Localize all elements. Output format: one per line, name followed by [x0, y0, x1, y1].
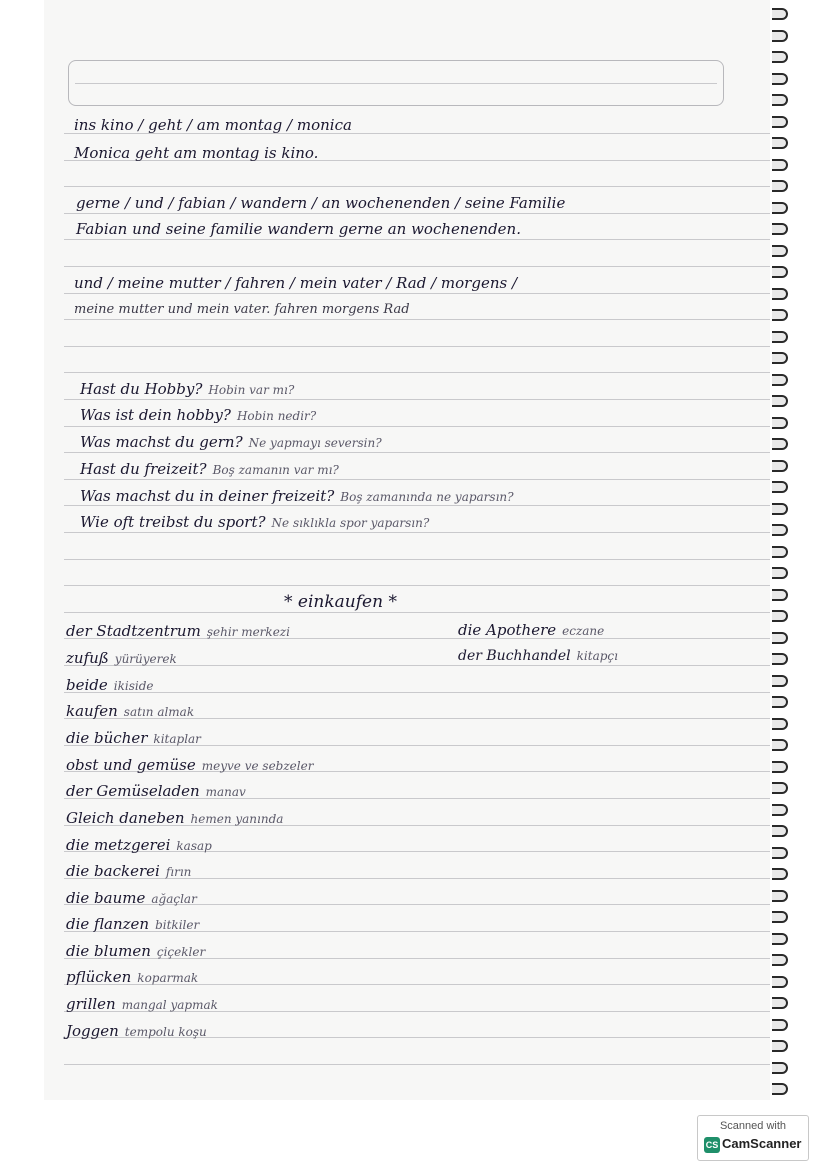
watermark-brand: CamScanner	[722, 1136, 802, 1151]
sentence-line: und / meine mutter / fahren / mein vater / Rad / morgens /	[74, 274, 518, 292]
sentence-line: gerne / und / fabian / wandern / an wochenenden / seine Familie	[76, 194, 566, 212]
ruled-line	[64, 532, 770, 533]
vocab-item: beide ikiside	[66, 676, 154, 694]
vocab-item: Gleich daneben hemen yanında	[66, 809, 284, 827]
spiral-coil	[772, 567, 788, 579]
spiral-coil	[772, 1083, 788, 1095]
spiral-coil	[772, 417, 788, 429]
notebook-page	[44, 0, 770, 1100]
question-line: Hast du freizeit? Boş zamanın var mı?	[80, 460, 339, 478]
ruled-line	[64, 585, 770, 586]
spiral-coil	[772, 245, 788, 257]
ruled-line	[64, 399, 770, 400]
ruled-line	[64, 426, 770, 427]
sentence-line: ins kino / geht / am montag / monica	[74, 116, 352, 134]
spiral-coil	[772, 374, 788, 386]
ruled-line	[64, 239, 770, 240]
spiral-coil	[772, 503, 788, 515]
spiral-coil	[772, 847, 788, 859]
spiral-coil	[772, 610, 788, 622]
spiral-coil	[772, 954, 788, 966]
vocab-item: obst und gemüse meyve ve sebzeler	[66, 756, 314, 774]
spiral-coil	[772, 696, 788, 708]
spiral-coil	[772, 116, 788, 128]
spiral-coil	[772, 1062, 788, 1074]
spiral-coil	[772, 94, 788, 106]
vocab-item: der Gemüseladen manav	[66, 782, 246, 800]
spiral-coil	[772, 1019, 788, 1031]
camscanner-logo-icon: CS	[704, 1137, 720, 1153]
spiral-coil	[772, 761, 788, 773]
vocab-item: die baume ağaçlar	[66, 889, 197, 907]
ruled-line	[64, 372, 770, 373]
vocab-item: der Buchhandel kitapçı	[458, 648, 618, 664]
vocab-item: kaufen satın almak	[66, 702, 195, 720]
spiral-coil	[772, 890, 788, 902]
ruled-line	[64, 186, 770, 187]
sentence-line: Fabian und seine familie wandern gerne an wochenenden.	[76, 220, 521, 238]
spiral-coil	[772, 395, 788, 407]
sentence-line: Monica geht am montag is kino.	[74, 144, 319, 162]
ruled-line	[64, 559, 770, 560]
spiral-coil	[772, 933, 788, 945]
spiral-coil	[772, 976, 788, 988]
vocab-item: pflücken koparmak	[66, 968, 199, 986]
spiral-coil	[772, 675, 788, 687]
spiral-coil	[772, 739, 788, 751]
spiral-coil	[772, 632, 788, 644]
spiral-coil	[772, 202, 788, 214]
ruled-line	[64, 213, 770, 214]
spiral-coil	[772, 288, 788, 300]
ruled-line	[64, 1064, 770, 1065]
watermark-caption: Scanned with	[719, 1120, 787, 1132]
ruled-line	[64, 505, 770, 506]
ruled-line	[64, 452, 770, 453]
spiral-coil	[772, 266, 788, 278]
ruled-line	[64, 479, 770, 480]
spiral-coil	[772, 718, 788, 730]
vocab-item: die flanzen bitkiler	[66, 915, 200, 933]
spiral-coil	[772, 30, 788, 42]
camscanner-watermark	[697, 1115, 809, 1161]
ruled-line	[64, 346, 770, 347]
spiral-coil	[772, 51, 788, 63]
spiral-coil	[772, 782, 788, 794]
spiral-coil	[772, 309, 788, 321]
vocab-item: die bücher kitaplar	[66, 729, 201, 747]
vocab-item: der Stadtzentrum şehir merkezi	[66, 622, 290, 640]
ruled-line	[64, 293, 770, 294]
spiral-coil	[772, 352, 788, 364]
question-line: Was machst du gern? Ne yapmayı seversin?	[80, 433, 382, 451]
question-line: Hast du Hobby? Hobin var mı?	[80, 380, 295, 398]
ruled-line	[64, 612, 770, 613]
vocab-item: die backerei fırın	[66, 862, 192, 880]
spiral-coil	[772, 159, 788, 171]
ruled-line	[64, 692, 770, 693]
spiral-coil	[772, 73, 788, 85]
ruled-line	[64, 266, 770, 267]
vocab-item: grillen mangal yapmak	[66, 995, 218, 1013]
vocab-item: die metzgerei kasap	[66, 836, 212, 854]
spiral-coil	[772, 1040, 788, 1052]
spiral-coil	[772, 653, 788, 665]
spiral-coil	[772, 331, 788, 343]
vocab-item: zufuß yürüyerek	[66, 649, 177, 667]
spiral-coil	[772, 825, 788, 837]
spiral-coil	[772, 868, 788, 880]
ruled-line	[64, 319, 770, 320]
spiral-coil	[772, 589, 788, 601]
spiral-coil	[772, 438, 788, 450]
spiral-coil	[772, 524, 788, 536]
spiral-coil	[772, 546, 788, 558]
vocab-item: Joggen tempolu koşu	[66, 1022, 207, 1040]
spiral-coil	[772, 180, 788, 192]
spiral-coil	[772, 911, 788, 923]
spiral-coil	[772, 997, 788, 1009]
vocab-item: die Apothere eczane	[458, 621, 605, 639]
spiral-coil	[772, 804, 788, 816]
question-line: Was ist dein hobby? Hobin nedir?	[80, 406, 317, 424]
spiral-coil	[772, 8, 788, 20]
spiral-binding	[770, 0, 790, 1100]
spiral-coil	[772, 460, 788, 472]
question-line: Wie oft treibst du sport? Ne sıklıkla spor yaparsın?	[80, 513, 430, 531]
vocab-item: die blumen çiçekler	[66, 942, 206, 960]
sentence-line: meine mutter und mein vater. fahren morgens Rad	[74, 302, 410, 317]
spiral-coil	[772, 481, 788, 493]
title-box	[68, 60, 724, 106]
section-title: * einkaufen *	[284, 592, 397, 612]
spiral-coil	[772, 223, 788, 235]
spiral-coil	[772, 137, 788, 149]
question-line: Was machst du in deiner freizeit? Boş zamanında ne yaparsın?	[80, 487, 514, 505]
